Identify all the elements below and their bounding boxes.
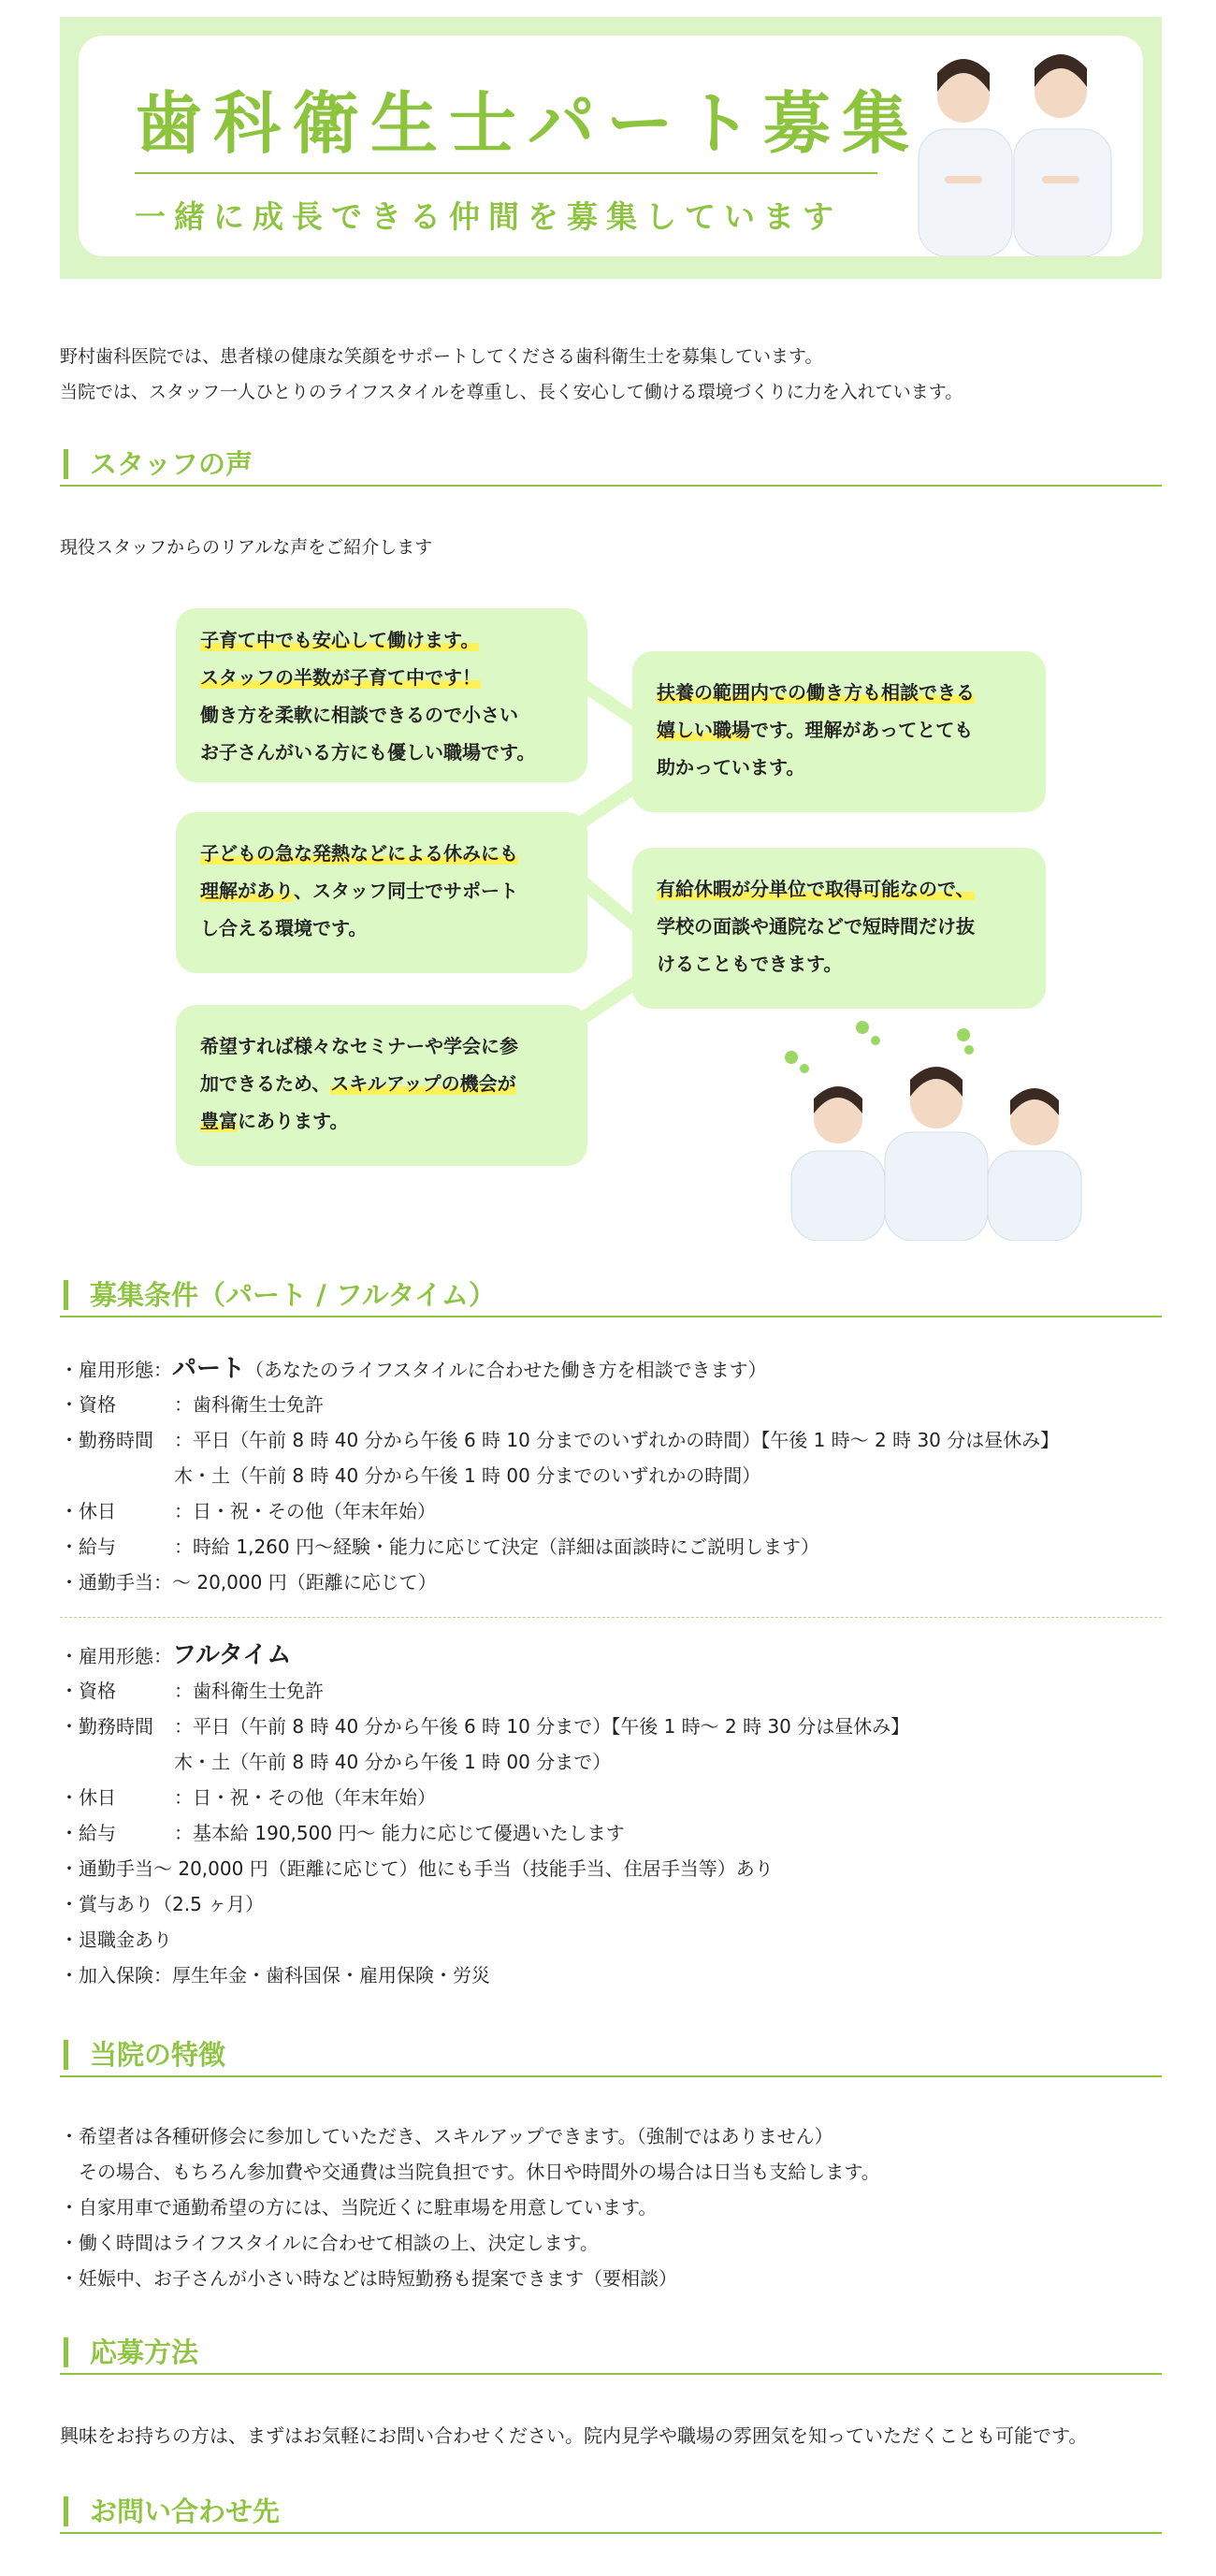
section-heading-conditions	[60, 1278, 1162, 1317]
part-pay-label: ・給与	[60, 1535, 116, 1558]
part-pay-row	[60, 1529, 1059, 1565]
section-title-contact: お問い合わせ先	[90, 2496, 281, 2527]
part-off-value: ：日・祝・その他（年末年始）	[174, 1500, 436, 1522]
voice-2-highlight-2: 嬉しい職場	[657, 719, 750, 741]
voice-4-line-2: 学校の面談や通院などで短時間だけ抜	[657, 915, 975, 938]
conditions-full	[60, 1637, 909, 1993]
full-hours-value-1: ：平日（午前 8 時 40 分から午後 6 時 10 分まで）【午後 1 時〜 2 時 30 分は昼休み】	[174, 1715, 910, 1738]
feature-item: その場合、もちろん参加費や交通費は当院負担です。休日や時間外の場合は日当も支給します。	[60, 2161, 880, 2183]
part-type-note: （あなたのライフスタイルに合わせた働き方を相談できます）	[245, 1359, 767, 1381]
hero-subtitle: 一緒に成長できる仲間を募集しています	[135, 198, 842, 235]
part-qual-label: ・資格	[60, 1393, 116, 1416]
part-hours-row	[60, 1422, 1059, 1458]
heading-bar	[64, 2337, 68, 2367]
section-heading-apply	[60, 2336, 1162, 2375]
section-heading-features	[60, 2038, 1162, 2077]
voice-1-line-3: 働き方を柔軟に相談できるので小さい	[200, 704, 518, 726]
part-hours-value-1: ：平日（午前 8 時 40 分から午後 6 時 10 分までのいずれかの時間）【午後 1 時〜 2 時 30 分は昼休み】	[174, 1429, 1060, 1451]
voice-bubble-2	[632, 651, 1046, 812]
section-title-voices: スタッフの声	[90, 448, 253, 480]
full-commute: ・通勤手当〜 20,000 円（距離に応じて）他にも手当（技能手当、住居手当等）あり	[60, 1857, 774, 1880]
part-type-row	[60, 1351, 1059, 1387]
voice-bubble-5	[176, 1005, 587, 1166]
part-off-label: ・休日	[60, 1500, 116, 1522]
voice-bubble-3	[176, 812, 587, 973]
voice-5-text-3: にあります。	[238, 1110, 349, 1132]
full-off-label: ・休日	[60, 1786, 116, 1809]
voice-5-highlight-3: 豊富	[200, 1110, 238, 1132]
heading-bar	[64, 2040, 68, 2070]
full-qual-value: ：歯科衛生士免許	[174, 1680, 324, 1702]
part-type-value: パート	[172, 1355, 246, 1383]
voice-4-highlight-1: 有給休暇が分単位で取得可能なので、	[657, 878, 975, 900]
voice-3-highlight-1: 子どもの急な発熱などによる休みにも	[200, 842, 518, 865]
section-heading-contact	[60, 2495, 1162, 2534]
feature-item: ・自家用車で通勤希望の方には、当院近くに駐車場を用意しています。	[60, 2196, 658, 2219]
voice-1-highlight-2: スタッフの半数が子育て中です！	[200, 666, 481, 689]
voice-1-line-4: お子さんがいる方にも優しい職場です。	[200, 741, 536, 764]
full-qual-label: ・資格	[60, 1680, 116, 1702]
voice-2-highlight-1: 扶養の範囲内での働き方も相談できる	[657, 681, 975, 704]
intro-line-1: 野村歯科医院では、患者様の健康な笑顔をサポートしてくださる歯科衛生士を募集しています。	[60, 346, 823, 367]
voice-bubble-4	[632, 848, 1046, 1009]
feature-item: ・妊娠中、お子さんが小さい時などは時短勤務も提案できます（要相談）	[60, 2267, 677, 2290]
part-hours-value-2: 木・土（午前 8 時 40 分から午後 1 時 00 分までのいずれかの時間）	[174, 1464, 761, 1487]
feature-item: ・希望者は各種研修会に参加していただき、スキルアップできます。（強制ではありません）	[60, 2125, 833, 2147]
voices-lead: 現役スタッフからのリアルな声をご紹介します	[60, 537, 433, 558]
full-pay-label: ・給与	[60, 1822, 116, 1844]
section-title-features: 当院の特徴	[90, 2039, 226, 2071]
part-type-label: ・雇用形態：	[60, 1359, 172, 1381]
full-off-value: ：日・祝・その他（年末年始）	[174, 1786, 436, 1809]
part-qual-row	[60, 1387, 1059, 1422]
part-hours-label: ・勤務時間	[60, 1429, 153, 1451]
hero-title: 歯科衛生士パート募集	[135, 84, 921, 163]
full-type-label: ・雇用形態：	[60, 1645, 172, 1667]
voice-5-highlight-2: スキルアップの機会が	[330, 1072, 516, 1095]
part-off-row	[60, 1493, 1059, 1529]
heading-bar	[64, 2496, 68, 2526]
full-off-row	[60, 1780, 909, 1815]
part-commute: ・通勤手当：〜 20,000 円（距離に応じて）	[60, 1571, 437, 1594]
conditions-divider	[60, 1617, 1162, 1618]
voice-5-text-2: 加できるため、	[200, 1072, 331, 1095]
full-type-value: フルタイム	[172, 1641, 292, 1669]
section-title-apply: 応募方法	[90, 2336, 199, 2368]
apply-text: 興味をお持ちの方は、まずはお気軽にお問い合わせください。院内見学や職場の雰囲気を知っていただくことも可能です。	[60, 2424, 1088, 2447]
voice-5-line-1: 希望すれば様々なセミナーや学会に参	[200, 1035, 518, 1057]
part-qual-value: ：歯科衛生士免許	[174, 1393, 324, 1416]
voice-bubble-1	[176, 608, 587, 782]
full-pay-value: ：基本給 190,500 円〜 能力に応じて優遇いたします	[174, 1822, 625, 1844]
staff-group-photo	[773, 1020, 1091, 1241]
intro-line-2: 当院では、スタッフ一人ひとりのライフスタイルを尊重し、長く安心して働ける環境づくりに力を入れています。	[60, 382, 963, 402]
full-type-row	[60, 1637, 909, 1673]
part-pay-value: ：時給 1,260 円〜経験・能力に応じて決定（詳細は面談時にご説明します）	[174, 1535, 819, 1558]
heading-bar	[64, 1280, 68, 1310]
feature-item: ・働く時間はライフスタイルに合わせて相談の上、決定します。	[60, 2232, 599, 2254]
full-retire: ・退職金あり	[60, 1928, 172, 1951]
voice-3-highlight-2: 理解があり	[200, 880, 294, 902]
full-qual-row	[60, 1673, 909, 1709]
full-insurance: ・加入保険：厚生年金・歯科国保・雇用保険・労災	[60, 1964, 490, 1987]
full-pay-row	[60, 1815, 909, 1851]
voice-3-line-3: し合える環境です。	[200, 917, 368, 939]
section-title-conditions: 募集条件（パート / フルタイム）	[90, 1279, 496, 1311]
full-hours-label: ・勤務時間	[60, 1715, 153, 1738]
full-hours-row	[60, 1709, 909, 1744]
voice-3-text-2: 、スタッフ同士でサポート	[294, 880, 518, 902]
full-bonus: ・賞与あり（2.5 ヶ月）	[60, 1893, 265, 1915]
full-hours-value-2: 木・土（午前 8 時 40 分から午後 1 時 00 分まで）	[174, 1751, 612, 1773]
voice-2-text-2: です。理解があってとても	[750, 719, 974, 741]
conditions-part	[60, 1351, 1059, 1600]
voice-1-highlight-1: 子育て中でも安心して働けます。	[200, 629, 480, 651]
voice-2-line-3: 助かっています。	[657, 756, 805, 779]
voice-4-line-3: けることもできます。	[657, 953, 843, 975]
features-list	[60, 2118, 880, 2296]
